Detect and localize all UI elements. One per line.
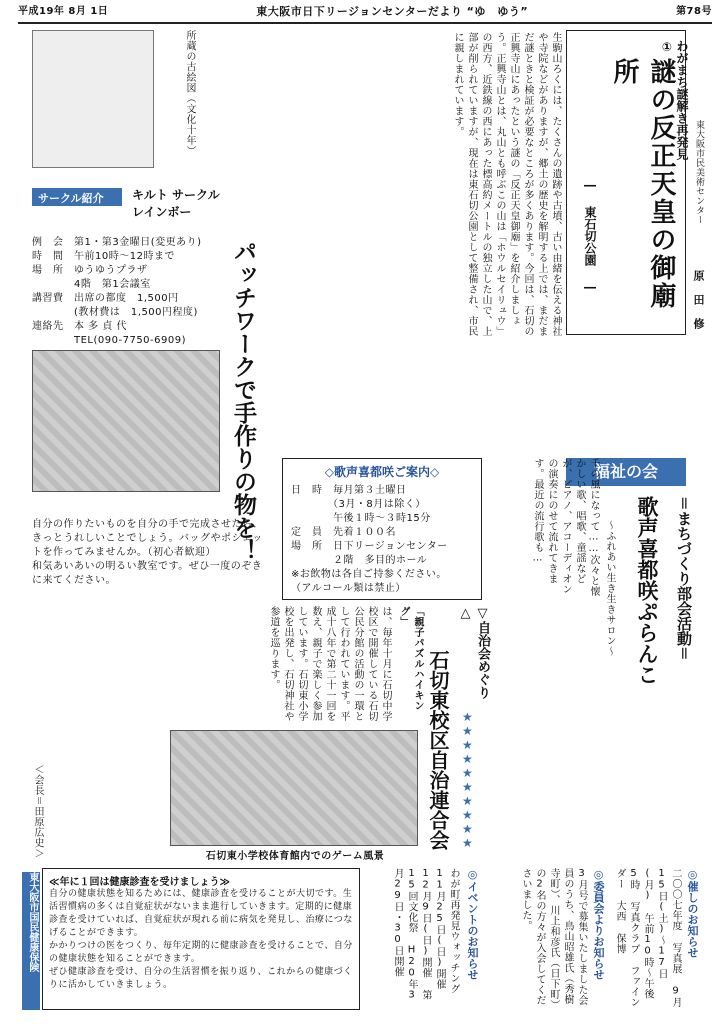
exhibit-body: 二〇〇七年度 写真展 9月15日(土)～17日(月) 午前10時～午後5時 写真クラブ ファインダー 大西 保博 xyxy=(614,868,681,1008)
council-title: 石切東校区自治連合会 xyxy=(426,650,450,850)
circle-name-text: キルト サークル レインボー xyxy=(132,188,220,219)
feature-title: 謎の反正天皇の御廟所 xyxy=(609,58,676,310)
health-box xyxy=(42,868,360,1010)
council-event: 「親子パズルハイキング」 xyxy=(398,606,423,711)
author-org: 東大阪市民美術センター xyxy=(694,120,704,225)
notice-lines: 日 時 毎月第３土曜日 （3月・8月は除く） 午後１時～３時15分 定 員 先着１００名 場 所 日下リージョンセンター ２階 多目的ホール ※お飲物は各自ご持参ください。 （アルコール類は禁止） xyxy=(291,485,448,594)
council-body: は、毎年十月に石切中学校区で開催している石切公民分館の活動の一環として行われています。平成十八年で第二十一回を数え、親子で楽しく参加しています。石切東小学校を出発し、石切神社や参道を巡ります。 xyxy=(268,606,391,722)
series-label: わがまち謎解き再発見 ① xyxy=(660,40,689,160)
masthead xyxy=(18,4,712,20)
newsletter-title: 東大阪市日下リージョンセンターだより “ゆ ゆう” xyxy=(256,5,529,18)
notice-box xyxy=(282,458,482,600)
sketch-caption: 所蔵の古絵図（文化十年） xyxy=(184,30,195,156)
council-sign: ＜会長＝田原広史＞ xyxy=(32,764,43,859)
feature-subtitle: ― 東石切公園 ― xyxy=(583,178,597,294)
notice-title: ◇歌声喜都咲ご案内◇ xyxy=(324,465,440,479)
header-rule xyxy=(18,22,712,24)
council-series: ▽自治会めぐり△ xyxy=(458,606,490,699)
welfare-title-text: 福祉の会 xyxy=(593,462,658,481)
events-title: ◎イベントのお知らせ xyxy=(466,868,479,980)
welfare-body: 千の風になって……次々と懐かしい歌、唱歌、童謡などが、ピアノ、アコーディオンの演奏にのせて流れてきます。最近の流行歌も… xyxy=(532,458,599,597)
welfare-heading: ＝まちづくり部会活動＝ xyxy=(675,496,693,661)
welfare-subtitle: ～ふれあい生き生きサロン～ xyxy=(604,520,615,657)
circle-details-text: 例 会 第1・第3金曜日(変更あり) 時 間 午前10時～12時まで 場 所 ゆうゆうプラザ 4階 第1会議室 講習費 出席の都度 1,500円 (教材費は 1,500円程度) 連絡先 本 多 貞 代 TEL(090-7750-6909) xyxy=(32,237,202,346)
health-body: 自分の健康状態を知るためには、健康診査を受けることが大切です。生活習慣病の多くは自覚症状がないまま進行していきます。定期的に健康診査を受けていれば、自覚症状が現れる前に病気を発見し、治療につなげることができます。 かかりつけの医をつくり、毎年定期的に健康診査を受けることで、自分の健康状態を知ることができます。 ぜひ健康診査を受け、自分の生活習慣を振り返り、これからの健康づくりに活かしていきましょう。 xyxy=(49,889,353,990)
circle-name xyxy=(132,186,272,224)
circle-blurb xyxy=(32,518,264,588)
welfare-event: 歌声喜都咲ぷらんこ xyxy=(635,496,659,685)
exhibit-title: ◎催しのお知らせ xyxy=(686,868,699,958)
issue-number: 第78号 xyxy=(676,6,712,17)
feature-body: 生駒山ろくには、たくさんの遺跡や古墳、古い由緒を伝える神社や寺院などがありますが、郷土の歴史を解明する上では、まだまだ謎ときと検証が必要なところが多くあります。今回は、石切の正興寺山にあったという謎の「反正天皇御廟」を紹介しましょう。正興寺山とは、丸山とも呼ぶこの山は「ホウルセイリュウ」の西方、近鉄線の西にあった標高約メートルの独立した山で、上部が削られていますが、現在は東石切公園として整備され、市民に親しまれています。 xyxy=(452,32,561,337)
gym-game-photo xyxy=(170,730,418,846)
issue-date: 平成19年 8月 1日 xyxy=(18,6,109,17)
circle-headline: パッチワークで手作りの物を！ xyxy=(230,240,256,562)
council-caption: 石切東小学校体育館内でのゲーム風景 xyxy=(205,851,385,862)
circle-blurb-text: 自分の作りたいものを自分の手で完成させたら、きっとうれしいことでしょう。バッグやポシェットを作ってみませんか。（初心者歓迎） 和気あいあいの明るい教室です。ぜひ一度のぞきに来てください。 xyxy=(32,519,263,586)
committee-title: ◎委員会よりお知らせ xyxy=(592,868,605,980)
health-title: ≪年に１回は健康診査を受けましょう≫ xyxy=(49,877,230,888)
author-name: 原 田 修 xyxy=(692,270,705,329)
health-tag: 東大阪市国民健康保険 xyxy=(22,872,40,1010)
events-body: わが町再発見ウォッチング 11月25日(日)開催 12月9日(日)開催 第15回文化祭 H20年3月29日・30日開催 xyxy=(392,868,459,1001)
circle-tag: サークル紹介 xyxy=(32,188,122,206)
committee-body: 3月号で募集いたしました会員のうち、鳥山昭雄氏（秀樹寺町）、川上和彦氏（日下町）の2名の方々が入会してくださいました。 xyxy=(520,868,587,1006)
star-border: ★ ★ ★ ★ ★ ★ ★ ★ ★ ★ xyxy=(462,710,473,850)
quilt-class-photo xyxy=(32,350,220,492)
circle-details xyxy=(32,236,232,346)
historic-sketch-image xyxy=(32,30,154,168)
